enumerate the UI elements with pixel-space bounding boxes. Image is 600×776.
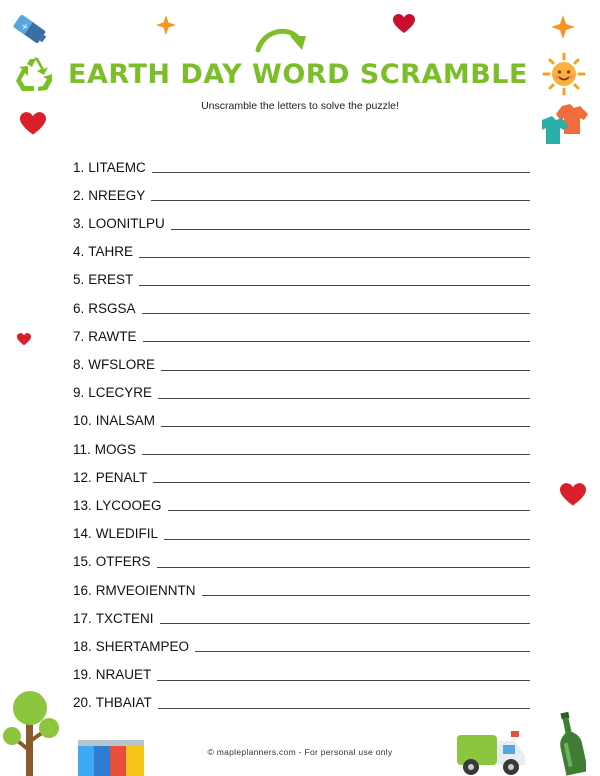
answer-line[interactable] (168, 510, 530, 511)
item-number: 20. (73, 695, 92, 711)
answer-line[interactable] (160, 623, 530, 624)
list-item (73, 541, 530, 569)
item-number: 14. (73, 526, 92, 542)
list-item (73, 174, 530, 202)
scrambled-word: INALSAM (95, 413, 156, 429)
scrambled-word: NRAUET (95, 667, 152, 683)
item-number: 19. (73, 667, 92, 683)
scrambled-word: MOGS (94, 441, 137, 457)
scrambled-word: NREEGY (88, 187, 146, 203)
answer-line[interactable] (143, 341, 530, 342)
list-item (73, 315, 530, 343)
answer-line[interactable] (142, 454, 530, 455)
answer-line[interactable] (157, 680, 530, 681)
scrambled-word: SHERTAMPEO (95, 638, 190, 654)
answer-line[interactable] (152, 172, 530, 173)
answer-line[interactable] (151, 200, 530, 201)
list-item (73, 456, 530, 484)
instructions-text: Unscramble the letters to solve the puzzle! (201, 100, 399, 112)
bottle-icon (556, 712, 586, 776)
answer-line[interactable] (153, 482, 530, 483)
list-item (73, 653, 530, 681)
list-item (73, 569, 530, 597)
list-item (73, 512, 530, 540)
item-number: 11. (73, 441, 91, 457)
title-bar (0, 44, 600, 104)
item-number: 18. (73, 638, 92, 654)
scrambled-word: LYCOOEG (95, 497, 162, 513)
battery-icon (10, 12, 50, 48)
scrambled-word: WFSLORE (88, 357, 156, 372)
heart-icon (393, 14, 415, 34)
scrambled-word: WLEDIFIL (95, 526, 159, 542)
list-item (73, 231, 530, 259)
scrambled-word: RAWTE (88, 328, 137, 344)
recycle-icon (14, 55, 54, 93)
list-item (73, 484, 530, 512)
item-number: 16. (73, 582, 92, 598)
scrambled-word: OTFERS (95, 554, 151, 570)
item-number: 2. (73, 187, 85, 203)
scrambled-word: TAHRE (88, 244, 134, 260)
list-item (73, 343, 530, 371)
heart-icon (20, 112, 46, 136)
scrambled-word: EREST (88, 272, 134, 288)
list-item (73, 372, 530, 400)
word-scramble-list (73, 146, 530, 710)
answer-line[interactable] (171, 229, 530, 230)
answer-line[interactable] (195, 651, 530, 652)
scrambled-word: RMVEOIENNTN (95, 582, 196, 598)
item-number: 5. (73, 272, 85, 288)
item-number: 8. (73, 357, 85, 372)
item-number: 17. (73, 610, 92, 626)
list-item (73, 597, 530, 625)
scrambled-word: THBAIAT (95, 695, 152, 711)
list-item (73, 682, 530, 710)
heart-icon (17, 333, 31, 346)
answer-line[interactable] (164, 539, 530, 540)
item-number: 12. (73, 469, 92, 485)
item-number: 1. (73, 159, 85, 175)
item-number: 6. (73, 300, 85, 316)
item-number: 15. (73, 554, 92, 570)
scrambled-word: LITAEMC (88, 159, 146, 175)
answer-line[interactable] (139, 257, 530, 258)
answer-line[interactable] (158, 398, 530, 399)
scrambled-word: LCECYRE (88, 385, 153, 401)
answer-line[interactable] (202, 595, 530, 596)
list-item (73, 259, 530, 287)
scrambled-word: PENALT (95, 469, 148, 485)
list-item (73, 202, 530, 230)
list-item (73, 428, 530, 456)
page-title: EARTH DAY WORD SCRAMBLE (68, 58, 528, 90)
answer-line[interactable] (142, 313, 530, 314)
list-item (73, 625, 530, 653)
item-number: 3. (73, 216, 85, 232)
answer-line[interactable] (139, 285, 530, 286)
footer-copyright: © mapleplanners.com - For personal use only (207, 747, 393, 757)
answer-line[interactable] (161, 370, 530, 371)
svg-text:+: + (18, 20, 31, 34)
item-number: 10. (73, 413, 92, 429)
item-number: 7. (73, 328, 85, 344)
heart-icon (560, 483, 586, 507)
tree-icon (2, 690, 60, 776)
answer-line[interactable] (157, 567, 530, 568)
answer-line[interactable] (161, 426, 530, 427)
recycling-bins-icon (78, 740, 144, 776)
answer-line[interactable] (158, 708, 530, 709)
list-item (73, 287, 530, 315)
scrambled-word: RSGSA (88, 300, 136, 316)
scrambled-word: LOONITLPU (88, 216, 165, 232)
item-number: 4. (73, 244, 85, 260)
list-item (73, 400, 530, 428)
list-item (73, 146, 530, 174)
smiling-sun-icon (542, 52, 586, 96)
sparkle-star-icon (156, 15, 176, 35)
sparkle-star-icon (551, 15, 575, 39)
item-number: 13. (73, 497, 92, 513)
item-number: 9. (73, 385, 85, 401)
scrambled-word: TXCTENI (95, 610, 154, 626)
